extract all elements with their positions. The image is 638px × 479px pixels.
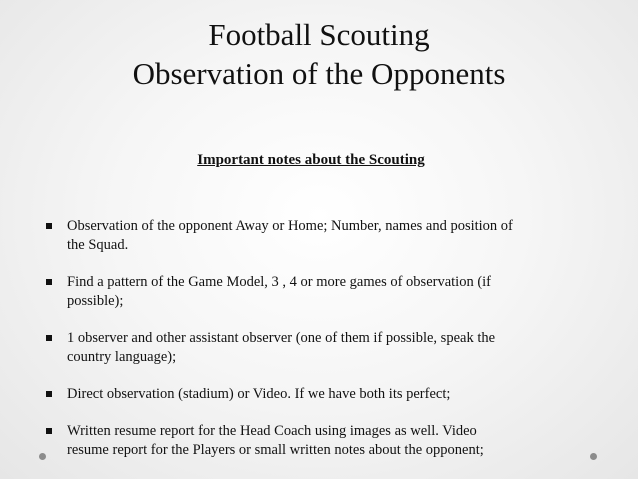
slide-subtitle: Important notes about the Scouting	[197, 152, 425, 168]
slide-title	[0, 15, 638, 93]
bullet-item	[46, 422, 566, 460]
decorative-dot-icon	[590, 453, 597, 460]
bullet-text-line: Find a pattern of the Game Model, 3 , 4 or more games of observation (if	[67, 274, 492, 290]
square-bullet-icon	[46, 335, 52, 341]
bullet-text-line: the Squad.	[67, 237, 129, 253]
bullet-text-line: Written resume report for the Head Coach using images as well. Video	[67, 423, 477, 439]
square-bullet-icon	[46, 223, 52, 229]
bullet-item	[46, 273, 566, 311]
decorative-dot-icon	[39, 453, 46, 460]
bullet-text-line: Observation of the opponent Away or Home; Number, names and position of	[67, 218, 513, 234]
square-bullet-icon	[46, 428, 52, 434]
title-line-1: Football Scouting	[208, 17, 430, 52]
bullet-item	[46, 217, 566, 255]
bullet-item	[46, 329, 566, 367]
bullet-text-line: possible);	[67, 293, 124, 309]
bullet-text-line: 1 observer and other assistant observer (one of them if possible, speak the	[67, 330, 496, 346]
square-bullet-icon	[46, 391, 52, 397]
bullet-item	[46, 385, 566, 404]
bullet-text-line: country language);	[67, 349, 177, 365]
bullet-text-line: Direct observation (stadium) or Video. If we have both its perfect;	[67, 386, 451, 402]
bullet-text-line: resume report for the Players or small written notes about the opponent;	[67, 442, 484, 458]
title-line-2: Observation of the Opponents	[132, 56, 506, 91]
bullet-list	[46, 217, 566, 478]
square-bullet-icon	[46, 279, 52, 285]
